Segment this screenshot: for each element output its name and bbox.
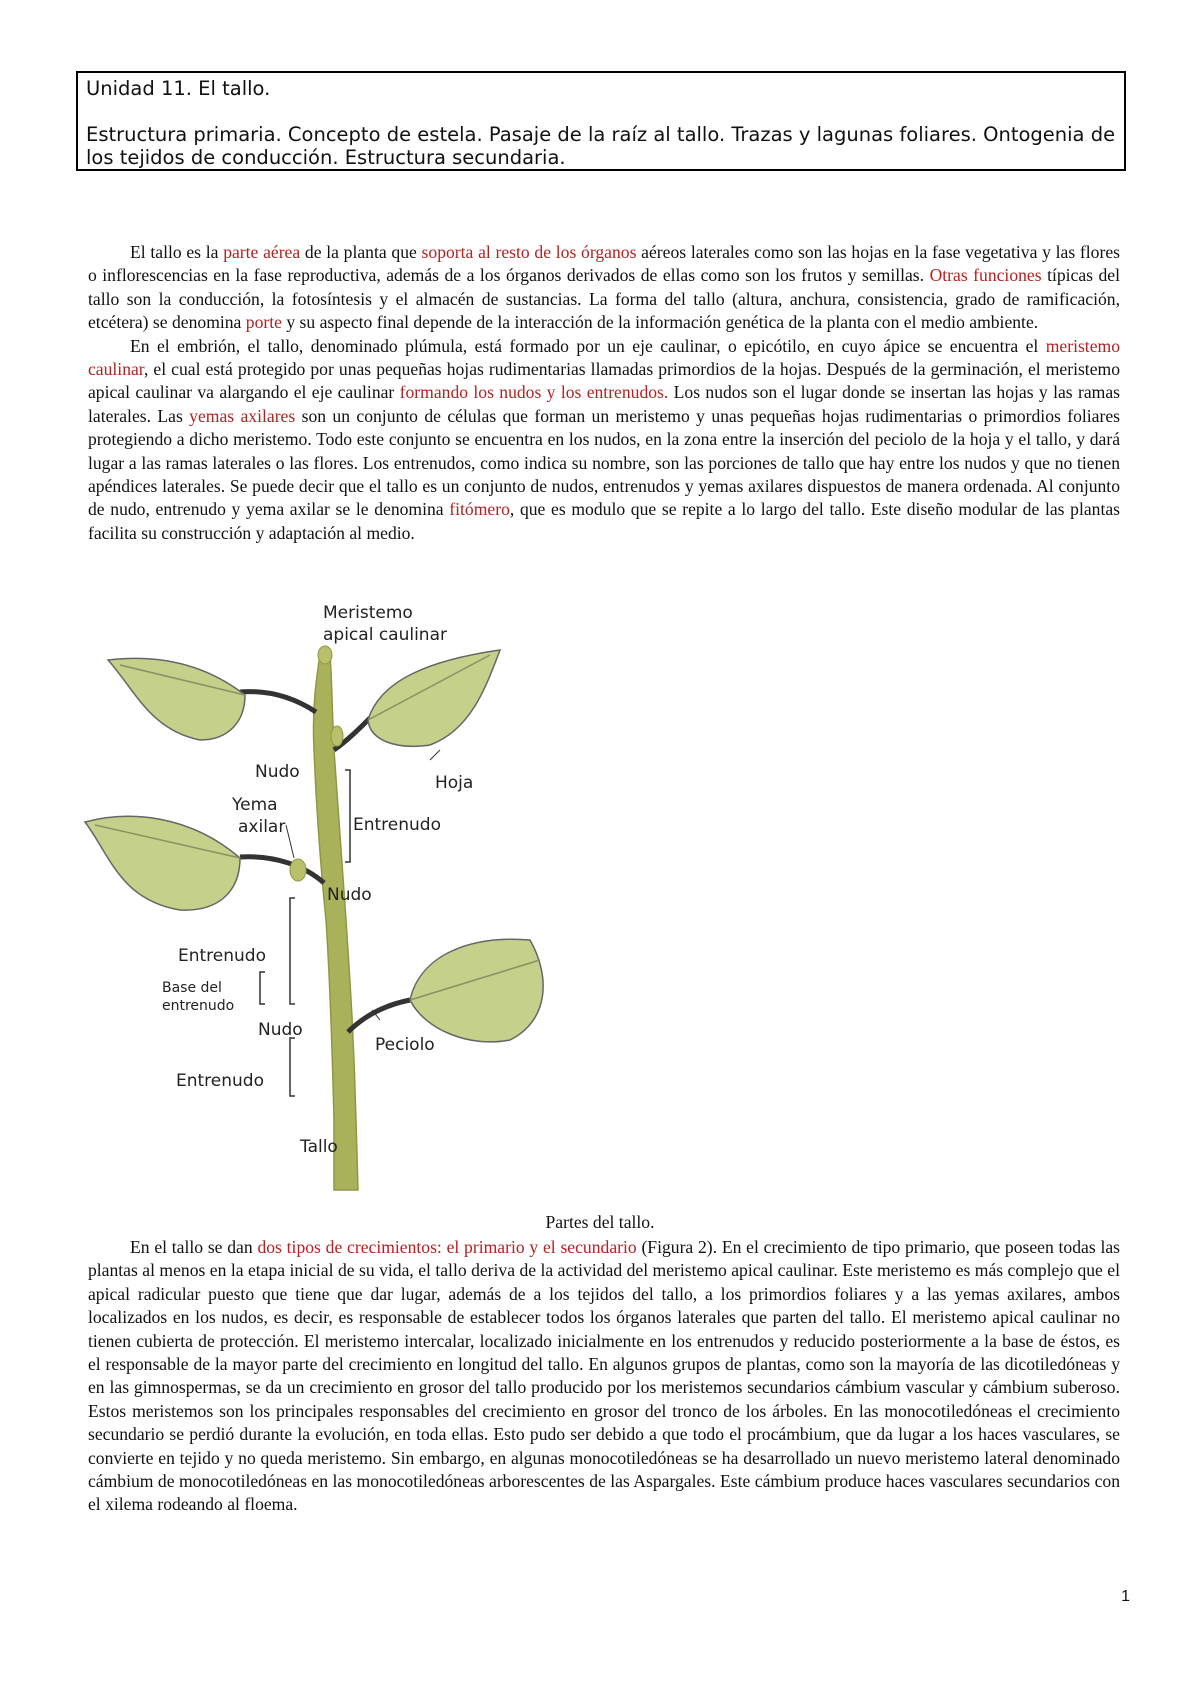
paragraph-3 xyxy=(88,1236,1120,1517)
paragraph-1 xyxy=(88,241,1120,335)
paragraph-2 xyxy=(88,335,1120,546)
text-span: típicas del tallo son la conducción, la fotosíntesis y el almacén de sustancias. La forma del tallo (altura, anchura, consistencia, grado de ramificación, etcétera) se denomina xyxy=(88,265,1121,333)
page-number: 1 xyxy=(1121,1588,1130,1605)
leader-hoja xyxy=(430,750,440,760)
label-nudo-low: Nudo xyxy=(258,1020,303,1040)
axillary-bud-top xyxy=(331,726,343,746)
highlight-term: yemas axilares xyxy=(189,405,296,426)
text-span: (Figura 2). En el crecimiento de tipo primario, que poseen todas las plantas al menos en la etapa inicial de su vida, el tallo deriva de la actividad del meristemo apical caulinar. Este meristemo es más complejo que el apical radicular puesto que tiene que dar lugar, además de a los tejidos del tallo, a los primordios foliares y a las yemas axilares, ambos localizados en los nudos, es decir, es responsable de establecer todos los órganos laterales que parten del tallo. El meristemo apical caulinar no tienen cubierta de protección. El meristemo intercalar, localizado inicialmente en los entrenudos y reducido posteriormente a la base de éstos, es el responsable de la mayor parte del crecimiento en longitud del tallo. En algunos grupos de plantas, como son la mayoría de las dicotiledóneas y en las gimnospermas, se da un crecimiento en grosor del tallo producido por los meristemos secundarios cámbium vascular y cámbium suberoso. Estos meristemos son los principales responsables del crecimiento en grosor del tronco de los árboles. En las monocotiledóneas el crecimiento secundario se perdió durante la evolución, en toda ellas. Esto pudo ser debido a que todo el procámbium, que da lugar a los haces vasculares, se convierte en tejido y no queda meristemo. Sin embargo, en algunas monocotiledóneas se ha desarrollado un nuevo meristemo lateral denominado cámbium de monocotiledóneas en las monocotiledóneas arborescentes de las Aspargales. Este cámbium produce haces vasculares secundarios con el xilema rodeando al floema. xyxy=(88,1237,1120,1515)
label-base-1: Base del xyxy=(162,980,222,996)
bracket-entrenudo-bottom xyxy=(290,1038,295,1096)
unit-topics: Estructura primaria. Concepto de estela. Pasaje de la raíz al tallo. Trazas y lagunas foliares. Ontogenia de los tejidos de conducción. Estructura secundaria. xyxy=(86,123,1116,169)
text-span: En el tallo se dan xyxy=(130,1237,258,1257)
label-yema-2: axilar xyxy=(238,817,286,837)
axillary-bud-mid xyxy=(290,859,306,881)
petiole-top-left xyxy=(240,692,316,712)
highlight-term: soporta al resto de los órganos xyxy=(421,242,637,262)
unit-title: Unidad 11. El tallo. xyxy=(86,77,271,100)
text-span: aéreos laterales como son las hojas en la fase vegetativa y las flores o inflorescencias en la fase reproductiva, además de a los órganos derivados de ellas como son los frutos y semillas. xyxy=(88,242,1120,286)
label-peciolo: Peciolo xyxy=(375,1035,435,1055)
label-nudo-top: Nudo xyxy=(255,762,300,782)
apical-bud xyxy=(318,646,332,664)
label-tallo: Tallo xyxy=(300,1137,338,1157)
bracket-entrenudo-right xyxy=(345,770,350,862)
text-span: Los nudos son el lugar donde se insertan las hojas y las ramas laterales. Las xyxy=(88,382,1120,426)
figure-caption: Partes del tallo. xyxy=(545,1212,655,1232)
text-span: En el embrión, el tallo, denominado plúmula, está formado por un eje caulinar, o epicótilo, en cuyo ápice se encuentra el xyxy=(130,335,1046,356)
bracket-entrenudo-left xyxy=(290,898,295,1004)
text-span: de la planta que xyxy=(300,242,422,262)
label-base-2: entrenudo xyxy=(162,998,235,1014)
text-span: , que es modulo que se repite a lo largo del tallo. Este diseño modular de las plantas facilita su construcción y adaptación al medio. xyxy=(88,499,1120,543)
label-hoja: Hoja xyxy=(435,773,474,793)
highlight-term: fitómero xyxy=(449,499,510,520)
leaf-low-right xyxy=(410,939,543,1042)
text-span: y su aspecto final depende de la interacción de la información genética de la planta con el medio ambiente. xyxy=(281,312,1039,333)
petiole-mid-left xyxy=(240,857,324,883)
text-span: El tallo es la xyxy=(130,242,224,262)
highlight-term: Otras funciones xyxy=(929,265,1042,286)
highlight-term: formando los nudos y los entrenudos. xyxy=(399,382,669,403)
growth-text xyxy=(88,1236,1120,1517)
highlight-term: meristemo caulinar xyxy=(88,335,1120,380)
highlight-term: parte aérea xyxy=(223,242,301,262)
label-meristemo-2: apical caulinar xyxy=(323,625,447,645)
text-span: son un conjunto de células que forman un meristemo y unas pequeñas hojas rudimentarias o primordios foliares protegiendo a dicho meristemo. Todo este conjunto se encuentra en los nudos, en la zona entre la inserción del peciolo de la hoja y el tallo, y dará lugar a las ramas laterales o las flores. Los entrenudos, como indica su nombre, son las porciones de tallo que hay entre los nudos y que no tienen apéndices laterales. Se puede decir que el tallo es un conjunto de nudos, entrenudos y yemas axilares dispuestos de manera ordenada. Al conjunto de nudo, entrenudo y yema axilar se le denomina xyxy=(88,405,1120,520)
unit-header-box xyxy=(76,71,1126,171)
label-nudo-mid: Nudo xyxy=(327,885,372,905)
highlight-term: dos tipos de crecimientos: el primario y el secundario xyxy=(257,1237,637,1257)
label-yema-1: Yema xyxy=(232,795,278,815)
label-entrenudo-left: Entrenudo xyxy=(178,946,266,966)
label-entrenudo-bottom: Entrenudo xyxy=(176,1071,264,1091)
leader-yema xyxy=(286,825,294,858)
bracket-base xyxy=(260,972,265,1004)
petiole-low-right xyxy=(348,1000,410,1032)
leaf-top-right xyxy=(368,650,500,746)
label-meristemo-1: Meristemo xyxy=(323,603,413,623)
leaf-mid-left xyxy=(85,816,240,910)
leaf-top-left xyxy=(108,658,245,740)
label-entrenudo-right: Entrenudo xyxy=(353,815,441,835)
highlight-term: porte xyxy=(245,312,282,333)
stem-diagram xyxy=(80,600,600,1210)
intro-text xyxy=(88,241,1120,545)
text-span: , el cual está protegido por unas pequeñas hojas rudimentarias llamadas primordios de la hojas. Después de la germinación, el meristemo apical caulinar va alargando el eje caulinar xyxy=(88,359,1120,403)
